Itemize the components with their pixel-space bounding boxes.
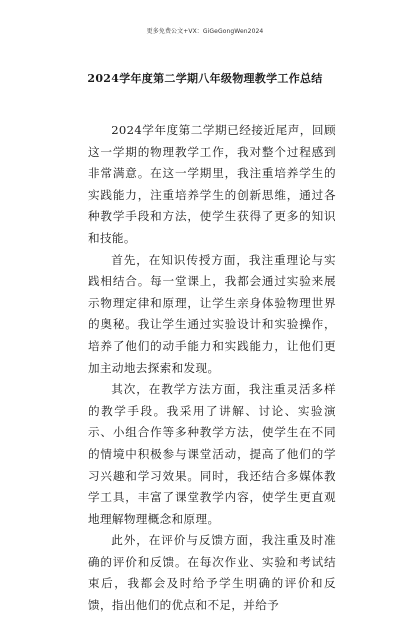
paragraph-knowledge: 首先，在知识传授方面，我注重理论与实践相结合。每一堂课上，我都会通过实验来展示物理定律和原理，让学生亲身体验物理世界的奥秘。我让学生通过实验设计和实验操作，培养了他们的动手能力和实践能力，让他们更加主动地去探索和发现。 (88, 252, 336, 375)
paragraph-feedback: 此外，在评价与反馈方面，我注重及时准确的评价和反馈。在每次作业、实验和考试结束后，我都会及时给予学生明确的评价和反馈，指出他们的优点和不足，并给予 (88, 533, 336, 613)
document-title: 2024学年度第二学期八年级物理教学工作总结 (87, 72, 323, 85)
header-promo-text: 更多免费公文+VX：GiGeGongWen2024 (146, 28, 264, 35)
document-body (88, 120, 336, 617)
paragraph-intro: 2024学年度第二学期已经接近尾声，回顾这一学期的物理教学工作，我对整个过程感到非常满意。在这一学期里，我注重培养学生的实践能力，注重培养学生的创新思维，通过各种教学手段和方法，使学生获得了更多的知识和技能。 (88, 123, 336, 245)
paragraph-methods: 其次，在教学方法方面，我注重灵活多样的教学手段。我采用了讲解、讨论、实验演示、小组合作等多种教学方法，使学生在不同的情境中积极参与课堂活动，提高了他们的学习兴趣和学习效果。同时，我还结合多媒体教学工具，丰富了课堂教学内容，使学生更直观地理解物理概念和原理。 (88, 382, 336, 526)
